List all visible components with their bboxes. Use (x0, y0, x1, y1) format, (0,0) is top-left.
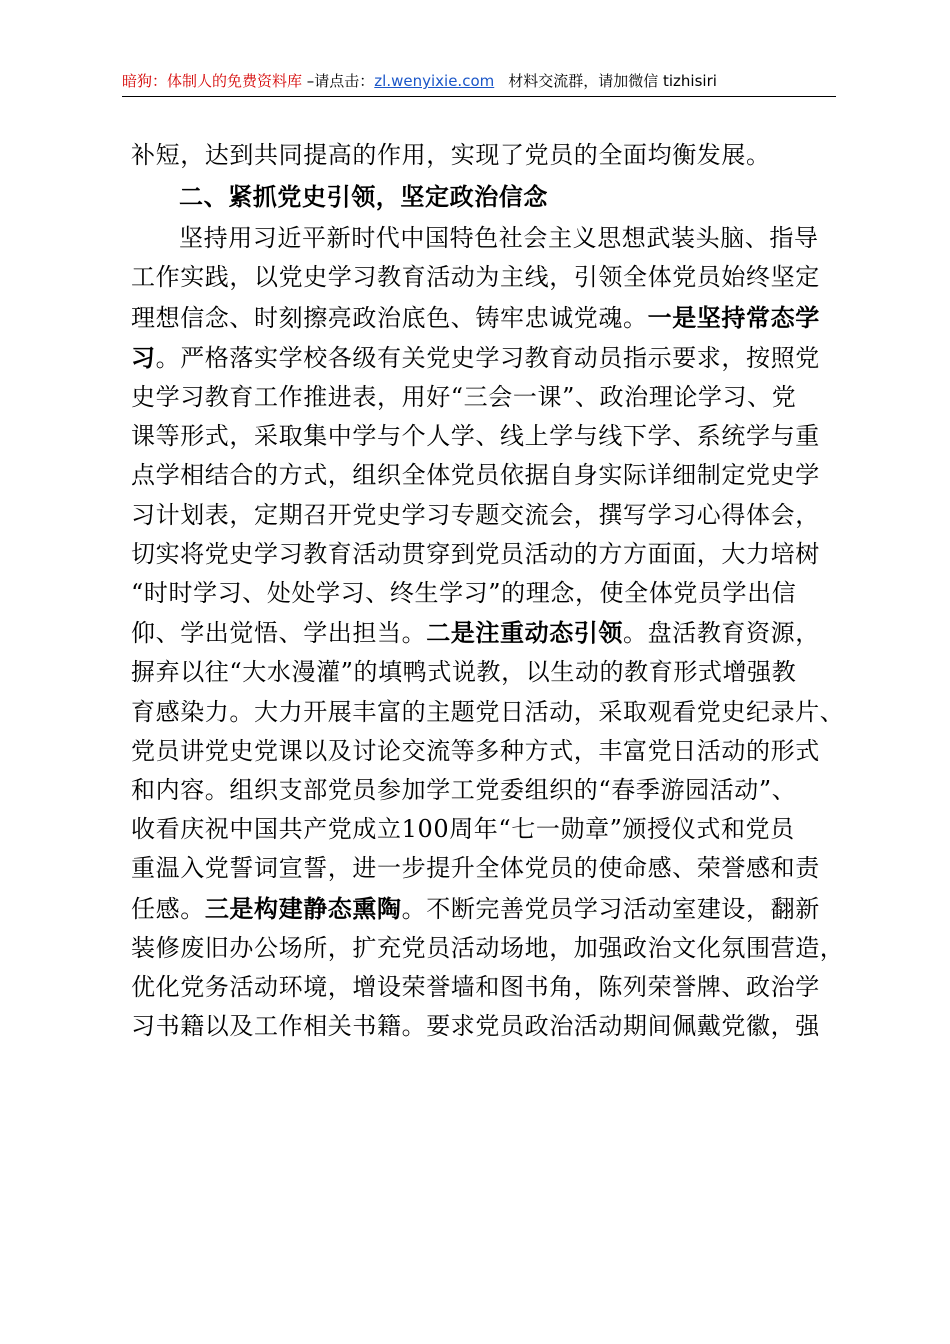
text-line (131, 338, 831, 378)
key-point-1-end: 习 (131, 342, 156, 372)
paragraph-continued (131, 136, 831, 175)
header-click-text: –请点击： (302, 72, 375, 90)
page-header (122, 70, 836, 97)
header-link[interactable]: zl.wenyixie.com (374, 72, 495, 90)
text-line: 习计划表，定期召开党史学习专题交流会，撰写学习心得体会， (131, 500, 820, 529)
text-line (131, 298, 831, 338)
text-line: 工作实践，以党史学习教育活动为主线，引领全体党员始终坚定 (131, 263, 820, 292)
text-line: 史学习教育工作推进表，用好“三会一课”、政治理论学习、党 (131, 383, 797, 412)
text-line: “时时学习、处处学习、终生学习”的理念，使全体党员学出信 (131, 579, 797, 608)
text-line: 装修废旧办公场所，扩充党员活动场地，加强政治文化氛围营造， (131, 933, 845, 962)
text-line: 切实将党史学习教育活动贯穿到党员活动的方方面面，大力培树 (131, 539, 820, 568)
text-line: 和内容。组织支部党员参加学工党委组织的“春季游园活动”、 (131, 776, 797, 805)
paragraph-main (131, 219, 845, 1046)
key-point-3: 三是构建静态熏陶 (204, 893, 402, 923)
text-line: 课等形式，采取集中学与个人学、线上学与线下学、系统学与重 (131, 422, 820, 451)
text-line: 坚持用习近平新时代中国特色社会主义思想武装头脑、指导 (179, 224, 819, 253)
text-line: 收看庆祝中国共产党成立100周年“七一勋章”颁授仪式和党员 (131, 815, 795, 844)
key-point-2: 二是注重动态引领 (426, 618, 624, 648)
document-body (131, 136, 845, 1046)
text-run: 任感。 (131, 894, 205, 923)
text-line (131, 613, 831, 653)
text-line (131, 889, 831, 929)
text-line: 党员讲党史党课以及讨论交流等多种方式，丰富党日活动的形式 (131, 736, 820, 765)
text-line: 优化党务活动环境，增设荣誉墙和图书角，陈列荣誉牌、政治学 (131, 973, 820, 1002)
text-line: 补短，达到共同提高的作用，实现了党员的全面均衡发展。 (131, 141, 771, 169)
text-line: 摒弃以往“大水漫灌”的填鸭式说教，以生动的教育形式增强教 (131, 658, 797, 687)
text-line: 重温入党誓词宣誓，进一步提升全体党员的使命感、荣誉感和责 (131, 854, 820, 883)
text-run: 理想信念、时刻擦亮政治底色、铸牢忠诚党魂。 (131, 303, 648, 332)
text-run: 。盘活教育资源， (623, 619, 820, 648)
text-line: 育感染力。大力开展丰富的主题党日活动，采取观看党史纪录片、 (131, 697, 845, 726)
text-line: 点学相结合的方式，组织全体党员依据自身实际详细制定党史学 (131, 461, 820, 490)
text-run: 。不断完善党员学习活动室建设，翻新 (401, 894, 820, 923)
key-point-1: 一是坚持常态学 (647, 302, 820, 332)
text-run: 仰、学出觉悟、学出担当。 (131, 619, 427, 648)
text-line: 习书籍以及工作相关书籍。要求党员政治活动期间佩戴党徽，强 (131, 1012, 820, 1041)
text-run: 。严格落实学校各级有关党史学习教育动员指示要求，按照党 (155, 343, 820, 372)
header-promo-text: 暗狗：体制人的免费资料库 (122, 72, 303, 90)
section-heading: 二、紧抓党史引领，坚定政治信念 (179, 183, 548, 212)
header-group-text: 材料交流群，请加微信 tizhisiri (508, 72, 717, 90)
